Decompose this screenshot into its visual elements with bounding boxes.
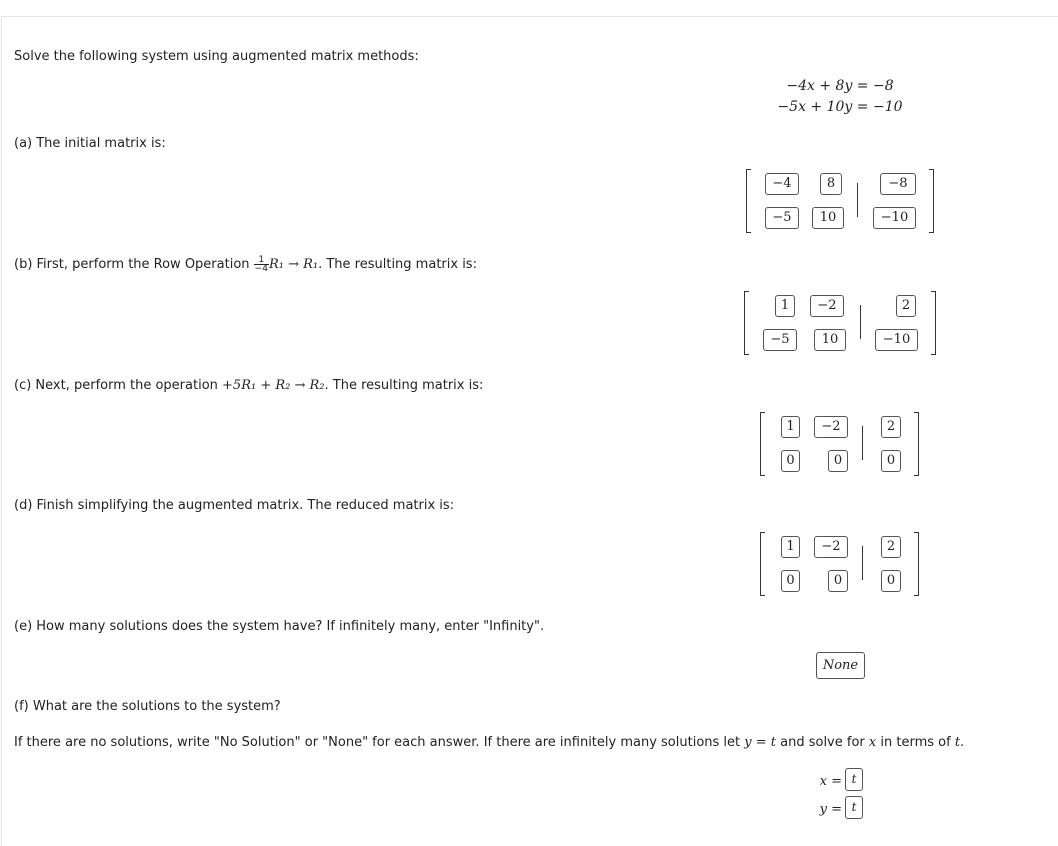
- left-bracket: [760, 532, 765, 596]
- right-bracket: [914, 412, 919, 476]
- matrix-c-cell-1-2[interactable]: −2: [814, 416, 848, 438]
- matrix-a-cell-2-1[interactable]: −5: [765, 207, 799, 229]
- left-bracket: [746, 169, 751, 233]
- matrix-b-cell-1-2[interactable]: −2: [810, 295, 844, 317]
- matrix-b-cell-2-1[interactable]: −5: [763, 329, 797, 351]
- augment-bar: [862, 546, 863, 580]
- part-a-label: (a) The initial matrix is:: [14, 136, 166, 151]
- matrix-c-cell-2-3[interactable]: 0: [881, 450, 901, 472]
- part-d-label: (d) Finish simplifying the augmented matrix. The reduced matrix is:: [14, 498, 455, 513]
- matrix-c-cell-2-2[interactable]: 0: [828, 450, 848, 472]
- x-label: x =: [819, 774, 842, 789]
- part-e-label: (e) How many solutions does the system have? If infinitely many, enter "Infinity".: [14, 619, 545, 634]
- matrix-c-cell-1-1[interactable]: 1: [781, 416, 800, 438]
- matrix-c-cell-2-1[interactable]: 0: [781, 450, 800, 472]
- matrix-a-cell-1-1[interactable]: −4: [765, 173, 799, 195]
- matrix-d-cell-1-3[interactable]: 2: [881, 536, 901, 558]
- augment-bar: [862, 426, 863, 460]
- y-label: y =: [819, 802, 842, 817]
- y-input[interactable]: t: [845, 796, 863, 819]
- augment-bar: [860, 305, 861, 339]
- right-bracket: [929, 169, 934, 233]
- matrix-b-cell-2-3[interactable]: −10: [875, 329, 918, 351]
- solution-count-input[interactable]: None: [816, 652, 865, 679]
- matrix-d-cell-2-1[interactable]: 0: [781, 570, 800, 592]
- matrix-b-cell-1-1[interactable]: 1: [775, 295, 795, 317]
- equation-1: −4x + 8y = −8: [786, 78, 894, 94]
- x-input[interactable]: t: [845, 768, 863, 791]
- matrix-b-cell-2-2[interactable]: 10: [814, 329, 846, 351]
- right-bracket: [931, 291, 936, 355]
- left-bracket: [760, 412, 765, 476]
- part-b-label: (b) First, perform the Row Operation $\frac{1}{-4}$ R₁ → R₁. The resulting matrix is:: [14, 255, 477, 274]
- matrix-a-cell-2-2[interactable]: 10: [812, 207, 844, 229]
- matrix-d-cell-2-2[interactable]: 0: [828, 570, 848, 592]
- matrix-d-cell-1-1[interactable]: 1: [781, 536, 800, 558]
- right-bracket: [914, 532, 919, 596]
- part-f-instructions: If there are no solutions, write "No Solution" or "None" for each answer. If there are infinitely many solutions let y = t and solve for x in terms of t.: [14, 735, 965, 750]
- matrix-d-cell-2-3[interactable]: 0: [881, 570, 901, 592]
- matrix-c-cell-1-3[interactable]: 2: [881, 416, 901, 438]
- matrix-d-cell-1-2[interactable]: −2: [814, 536, 848, 558]
- matrix-a-cell-1-3[interactable]: −8: [880, 173, 916, 195]
- fraction: $\frac{1}{-4}$: [254, 255, 268, 274]
- matrix-a-cell-2-3[interactable]: −10: [873, 207, 916, 229]
- left-bracket: [744, 291, 749, 355]
- matrix-b-cell-1-3[interactable]: 2: [896, 295, 916, 317]
- part-c-label: (c) Next, perform the operation +5R₁ + R₂ → R₂. The resulting matrix is:: [14, 378, 484, 393]
- intro-text: Solve the following system using augmented matrix methods:: [14, 49, 419, 64]
- equation-2: −5x + 10y = −10: [777, 99, 903, 115]
- part-f-label: (f) What are the solutions to the system?: [14, 699, 281, 714]
- matrix-a-cell-1-2[interactable]: 8: [820, 173, 842, 195]
- augment-bar: [857, 183, 858, 217]
